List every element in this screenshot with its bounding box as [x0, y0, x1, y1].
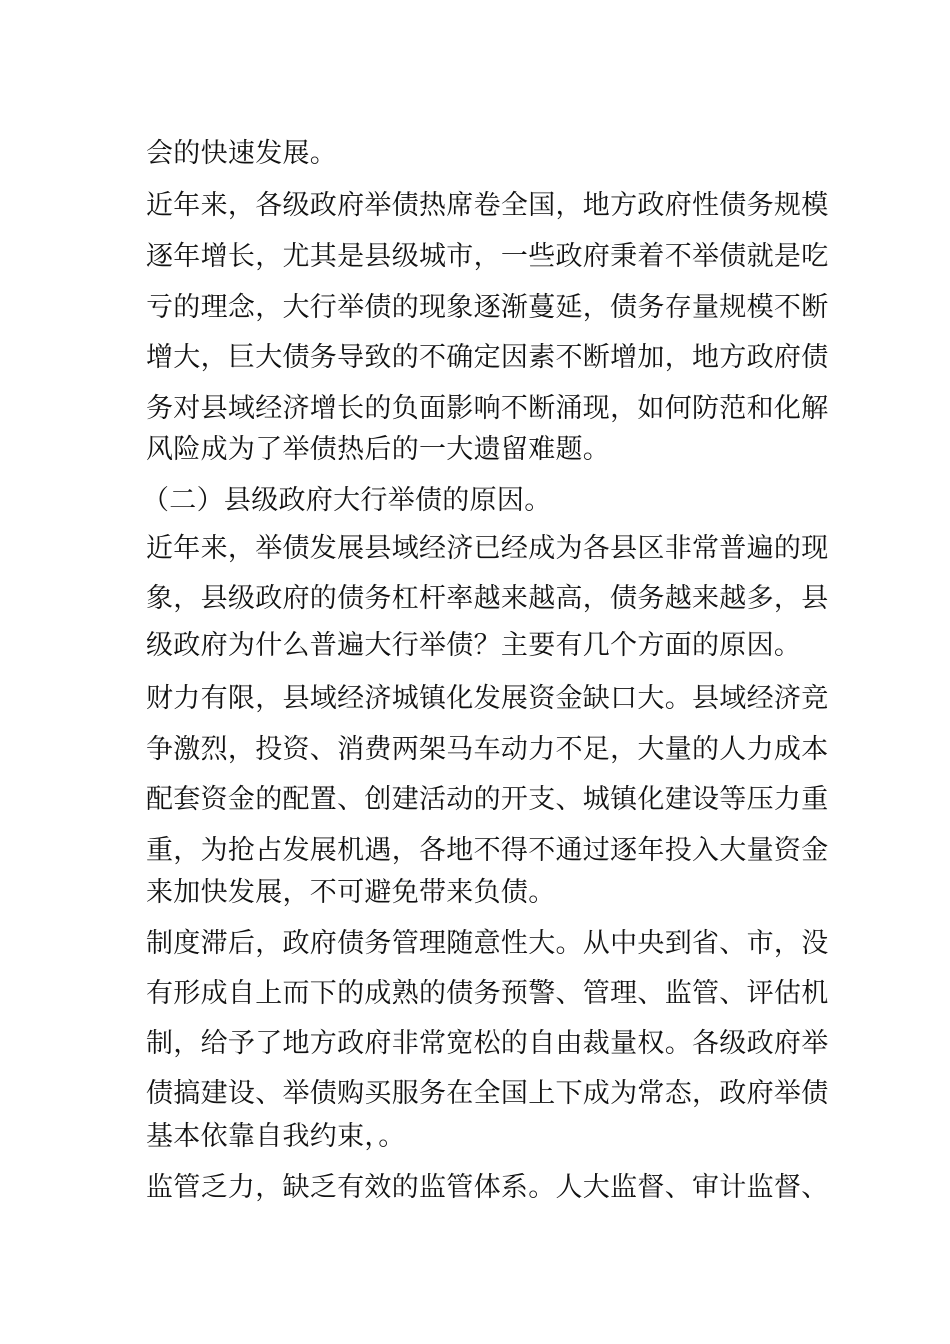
text-line: 制度滞后，政府债务管理随意性大。从中央到省、市，没 — [146, 928, 829, 959]
text-line: 会的快速发展。 — [146, 138, 338, 169]
text-line: 风险成为了举债热后的一大遗留难题。 — [146, 434, 611, 465]
text-line: 务对县域经济增长的负面影响不断涌现，如何防范和化解 — [146, 393, 829, 424]
text-line: 争激烈，投资、消费两架马车动力不足，大量的人力成本 — [146, 734, 829, 765]
text-line: 监管乏力，缺乏有效的监管体系。人大监督、审计监督、 — [146, 1172, 829, 1203]
text-line: 有形成自上而下的成熟的债务预警、管理、监管、评估机 — [146, 978, 829, 1009]
text-line: 增大，巨大债务导致的不确定因素不断增加，地方政府债 — [146, 342, 829, 373]
text-line: 亏的理念，大行举债的现象逐渐蔓延，债务存量规模不断 — [146, 292, 829, 323]
text-line: 象，县级政府的债务杠杆率越来越高，债务越来越多，县 — [146, 583, 829, 614]
text-line: 近年来，各级政府举债热席卷全国，地方政府性债务规模 — [146, 190, 829, 221]
text-line: 级政府为什么普遍大行举债？主要有几个方面的原因。 — [146, 630, 802, 661]
text-line: 近年来，举债发展县域经济已经成为各县区非常普遍的现 — [146, 533, 829, 564]
text-line: 基本依靠自我约束，。 — [146, 1121, 406, 1152]
text-line: 债搞建设、举债购买服务在全国上下成为常态，政府举债 — [146, 1078, 829, 1109]
text-line: 来加快发展，不可避免带来负债。 — [146, 877, 556, 908]
text-line: 财力有限，县域经济城镇化发展资金缺口大。县域经济竞 — [146, 683, 829, 714]
text-line: 配套资金的配置、创建活动的开支、城镇化建设等压力重 — [146, 784, 829, 815]
text-line: 重，为抢占发展机遇，各地不得不通过逐年投入大量资金 — [146, 835, 829, 866]
section-heading: （二）县级政府大行举债的原因。 — [142, 485, 552, 516]
text-line: 逐年增长，尤其是县级城市，一些政府秉着不举债就是吃 — [146, 241, 829, 272]
text-line: 制，给予了地方政府非常宽松的自由裁量权。各级政府举 — [146, 1028, 829, 1059]
